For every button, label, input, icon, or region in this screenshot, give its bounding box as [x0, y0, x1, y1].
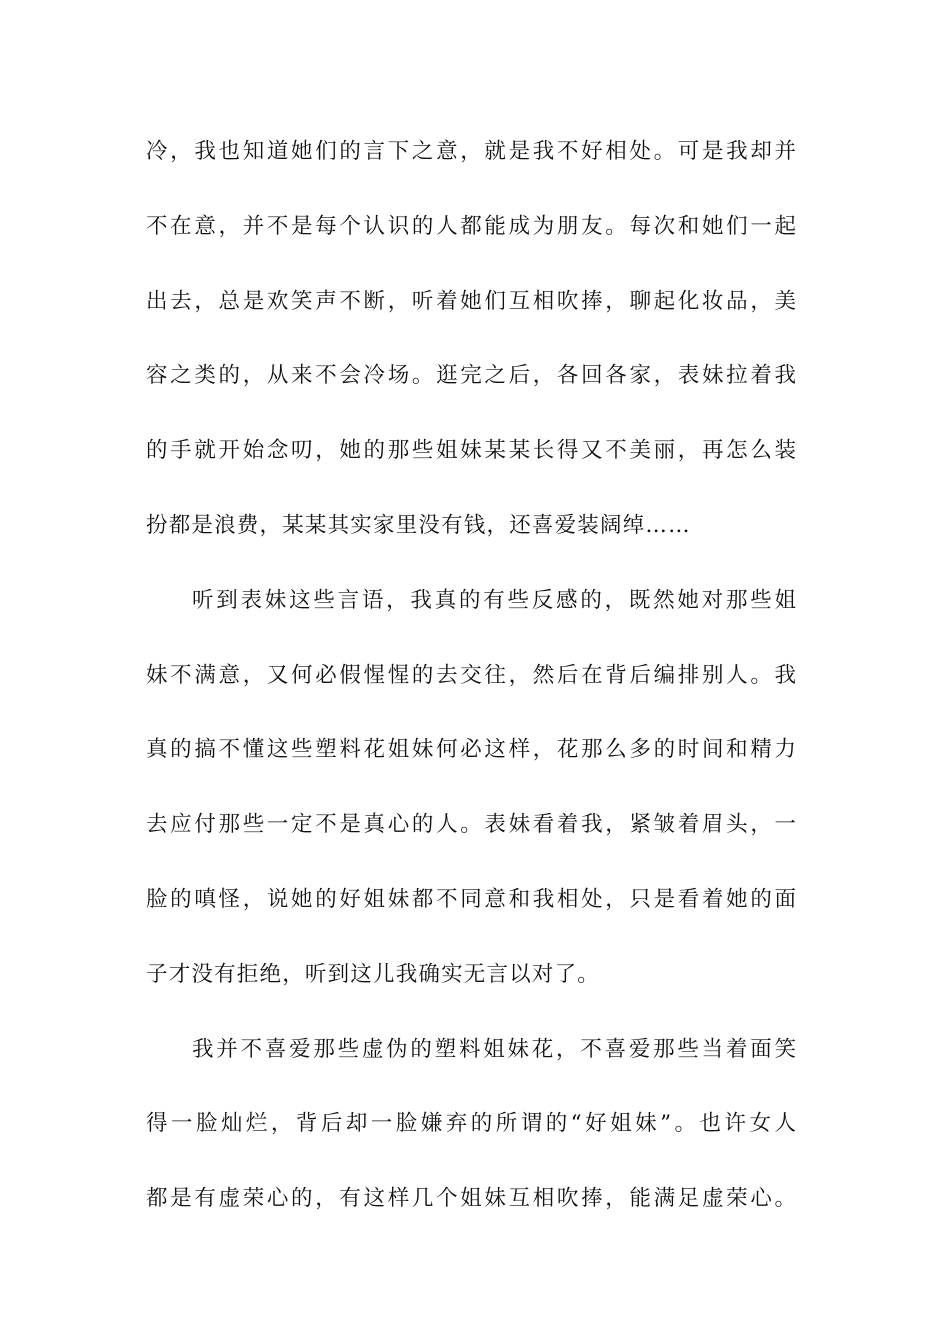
text-line: 容之类的，从来不会冷场。逛完之后，各回各家，表妹拉着我: [146, 363, 796, 389]
text-line: 听到表妹这些言语，我真的有些反感的，既然她对那些姐: [192, 587, 796, 613]
text-line: 冷，我也知道她们的言下之意，就是我不好相处。可是我却并: [146, 139, 796, 164]
text-line: 去应付那些一定不是真心的人。表妹看着我，紧皱着眉头，一: [146, 812, 796, 838]
text-line: 的手就开始念叨，她的那些姐妹某某长得又不美丽，再怎么装: [146, 438, 796, 464]
body-text: [146, 126, 796, 1248]
text-line: 扮都是浪费，某某其实家里没有钱，还喜爱装阔绰……: [146, 512, 691, 538]
text-line: 出去，总是欢笑声不断，听着她们互相吹捧，聊起化妆品，美: [146, 288, 796, 314]
text-line: 得一脸灿烂，背后却一脸嫌弃的所谓的“好姐妹”。也许女人: [146, 1111, 796, 1137]
text-line: 真的搞不懂这些塑料花姐妹何必这样，花那么多的时间和精力: [146, 737, 796, 763]
text-line: 子才没有拒绝，听到这儿我确实无言以对了。: [146, 961, 601, 987]
text-line: 脸的嗔怪，说她的好姐妹都不同意和我相处，只是看着她的面: [146, 886, 796, 912]
text-line: 都是有虚荣心的，有这样几个姐妹互相吹捧，能满足虚荣心。: [146, 1186, 796, 1212]
text-line: 妹不满意，又何必假惺惺的去交往，然后在背后编排别人。我: [146, 662, 796, 688]
text-line: 不在意，并不是每个认识的人都能成为朋友。每次和她们一起: [146, 213, 796, 239]
text-line: 我并不喜爱那些虚伪的塑料姐妹花，不喜爱那些当着面笑: [192, 1036, 796, 1062]
